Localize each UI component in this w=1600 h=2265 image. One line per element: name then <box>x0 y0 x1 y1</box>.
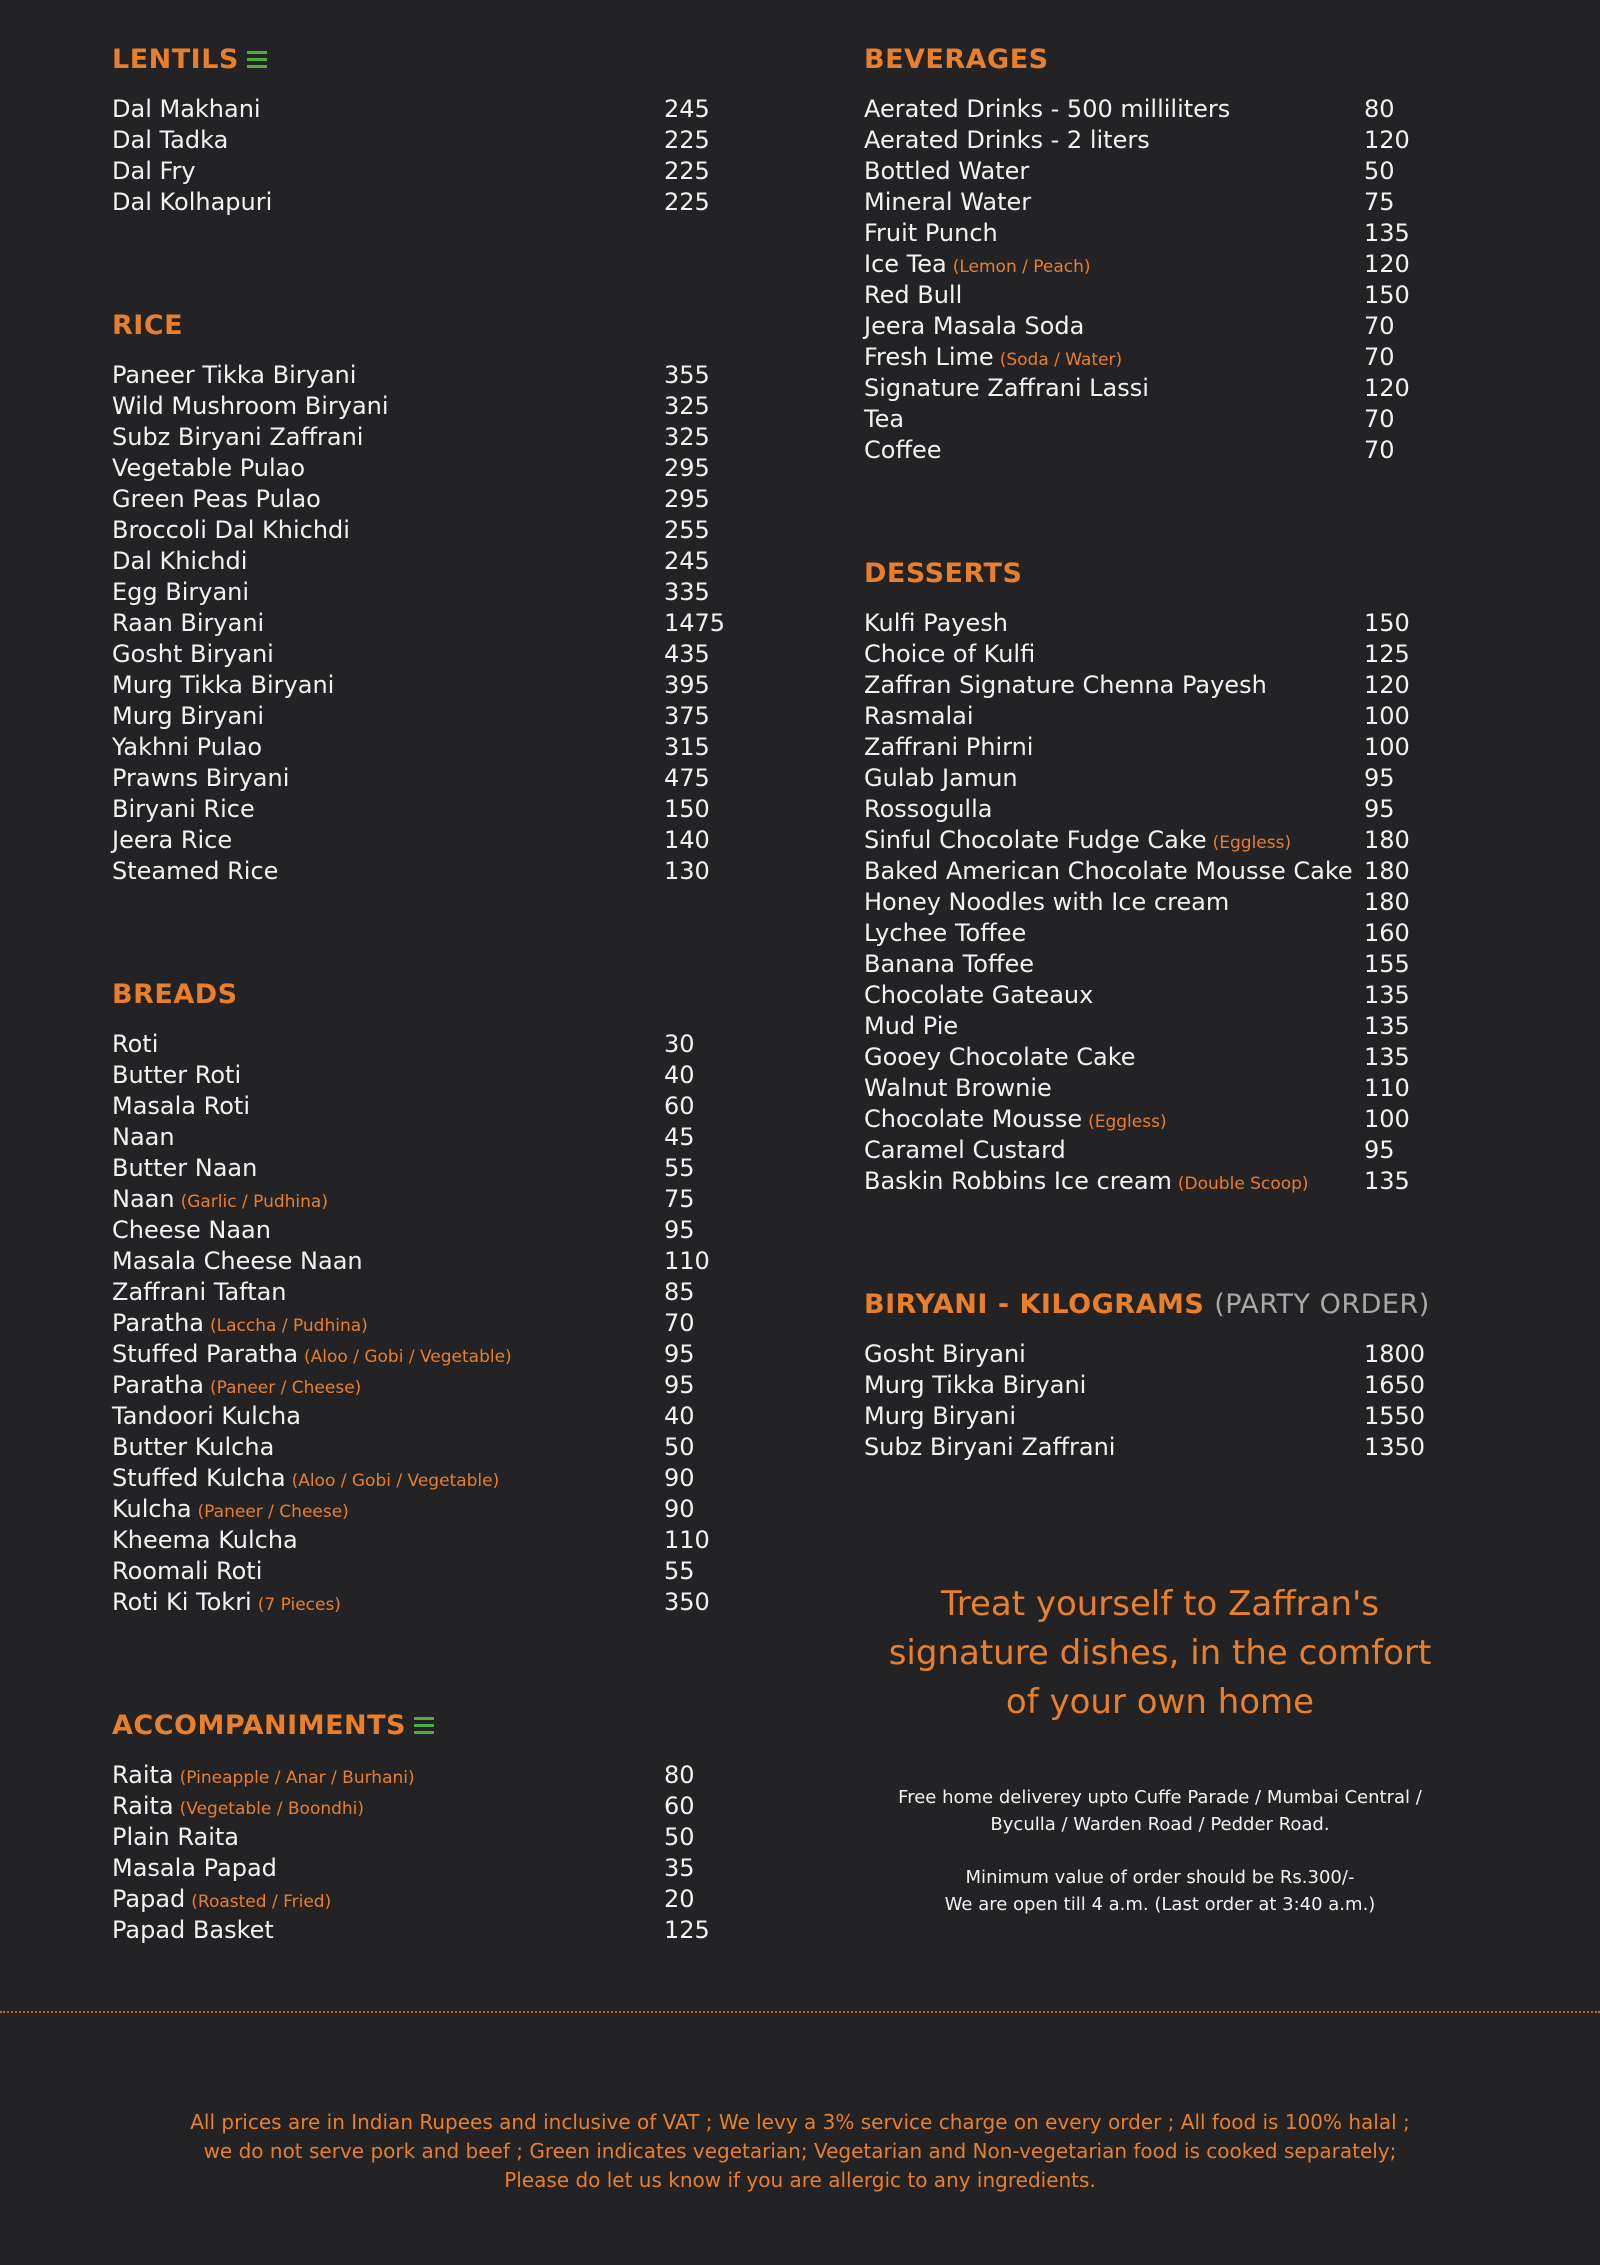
item-note: (Paneer / Cheese) <box>210 1378 362 1398</box>
item-name: Coffee <box>864 436 942 464</box>
section-title: LENTILS <box>112 44 239 75</box>
item-price: 70 <box>1364 405 1395 433</box>
item-price: 40 <box>664 1402 695 1430</box>
menu-item <box>112 1556 732 1587</box>
menu-item <box>112 763 732 794</box>
menu-item <box>112 1339 732 1370</box>
menu-item <box>112 391 732 422</box>
item-price: 180 <box>1364 857 1410 885</box>
item-name: Subz Biryani Zaffrani <box>112 423 364 451</box>
item-name: Vegetable Pulao <box>112 454 306 482</box>
menu-item <box>864 373 1484 404</box>
menu-item <box>112 187 732 218</box>
item-name: Roti Ki Tokri <box>112 1588 252 1616</box>
item-price: 315 <box>664 733 710 761</box>
section-heading <box>112 306 732 346</box>
menu-item <box>112 1791 732 1822</box>
menu-item <box>112 1494 732 1525</box>
item-name: Wild Mushroom Biryani <box>112 392 389 420</box>
item-price: 135 <box>1364 219 1410 247</box>
item-price: 155 <box>1364 950 1410 978</box>
item-name: Gooey Chocolate Cake <box>864 1043 1136 1071</box>
item-price: 70 <box>1364 312 1395 340</box>
section-title: BEVERAGES <box>864 44 1049 75</box>
veg-indicator-icon <box>247 51 267 69</box>
item-name: Fresh Lime <box>864 343 994 371</box>
item-note: (Paneer / Cheese) <box>197 1502 349 1522</box>
item-name: Paneer Tikka Biryani <box>112 361 357 389</box>
menu-item <box>112 1760 732 1791</box>
item-note: (7 Pieces) <box>257 1595 341 1615</box>
spacer <box>840 1838 1480 1864</box>
menu-item <box>112 515 732 546</box>
menu-item <box>864 1339 1484 1370</box>
item-name: Mud Pie <box>864 1012 959 1040</box>
menu-item <box>112 1587 732 1618</box>
item-name: Rossogulla <box>864 795 993 823</box>
item-price: 245 <box>664 95 710 123</box>
item-name: Baked American Chocolate Mousse Cake <box>864 857 1353 885</box>
item-price: 50 <box>664 1823 695 1851</box>
item-note: (Eggless) <box>1212 833 1292 853</box>
item-name: Raita <box>112 1761 174 1789</box>
item-name: Kulcha <box>112 1495 192 1523</box>
item-price: 50 <box>1364 157 1395 185</box>
footer-divider <box>0 2011 1600 2013</box>
section-rice <box>112 306 732 887</box>
item-price: 95 <box>1364 764 1395 792</box>
menu-item <box>112 1308 732 1339</box>
menu-item <box>112 732 732 763</box>
menu-item <box>112 484 732 515</box>
menu-item <box>112 1401 732 1432</box>
item-price: 225 <box>664 157 710 185</box>
item-price: 140 <box>664 826 710 854</box>
footer-line: Please do let us know if you are allergic to any ingredients. <box>504 2168 1096 2192</box>
item-name: Bottled Water <box>864 157 1030 185</box>
item-name: Mineral Water <box>864 188 1032 216</box>
item-price: 120 <box>1364 126 1410 154</box>
promo-line: Treat yourself to Zaffran's <box>940 1584 1380 1624</box>
item-price: 295 <box>664 485 710 513</box>
section-breads <box>112 975 732 1618</box>
menu-item <box>864 156 1484 187</box>
item-price: 180 <box>1364 888 1410 916</box>
menu-item <box>112 360 732 391</box>
menu-item <box>864 1042 1484 1073</box>
menu-item <box>112 1822 732 1853</box>
item-name: Raita <box>112 1792 174 1820</box>
order-minimum: Minimum value of order should be Rs.300/- <box>965 1867 1355 1888</box>
item-note: (Roasted / Fried) <box>191 1892 332 1912</box>
menu-item <box>112 1184 732 1215</box>
item-price: 120 <box>1364 374 1410 402</box>
item-price: 45 <box>664 1123 695 1151</box>
item-name: Butter Roti <box>112 1061 242 1089</box>
menu-item <box>864 825 1484 856</box>
footer-line: All prices are in Indian Rupees and inclusive of VAT ; We levy a 3% service charge on every order ; All food is 100% halal ; <box>190 2110 1410 2134</box>
section-title: BIRYANI - KILOGRAMS <box>864 1289 1205 1320</box>
menu-item <box>112 1060 732 1091</box>
menu-item <box>112 94 732 125</box>
menu-item <box>112 856 732 887</box>
item-name: Yakhni Pulao <box>112 733 262 761</box>
menu-item <box>864 980 1484 1011</box>
menu-item <box>864 1011 1484 1042</box>
item-name: Jeera Rice <box>112 826 233 854</box>
item-name: Roti <box>112 1030 159 1058</box>
menu-item <box>864 732 1484 763</box>
item-name: Honey Noodles with Ice cream <box>864 888 1230 916</box>
item-price: 245 <box>664 547 710 575</box>
section-title: ACCOMPANIMENTS <box>112 1710 406 1741</box>
menu-item <box>112 1215 732 1246</box>
delivery-line: Free home deliverey upto Cuffe Parade / Mumbai Central / <box>898 1787 1422 1808</box>
item-price: 55 <box>664 1154 695 1182</box>
menu-item <box>112 422 732 453</box>
menu-item <box>864 608 1484 639</box>
item-price: 40 <box>664 1061 695 1089</box>
menu-column-left <box>112 40 732 2034</box>
item-note: (Aloo / Gobi / Vegetable) <box>304 1347 512 1367</box>
menu-item <box>864 1370 1484 1401</box>
item-name: Fruit Punch <box>864 219 998 247</box>
item-price: 50 <box>664 1433 695 1461</box>
item-note: (Aloo / Gobi / Vegetable) <box>291 1471 500 1491</box>
item-name: Paratha <box>112 1309 205 1337</box>
menu-item <box>112 577 732 608</box>
item-price: 20 <box>664 1885 695 1913</box>
item-name: Raan Biryani <box>112 609 265 637</box>
section-lentils <box>112 40 732 218</box>
item-name: Gosht Biryani <box>112 640 274 668</box>
section-title-note: (PARTY ORDER) <box>1214 1289 1430 1320</box>
item-price: 150 <box>1364 609 1410 637</box>
menu-item <box>864 670 1484 701</box>
menu-item <box>864 218 1484 249</box>
item-price: 1350 <box>1364 1433 1426 1461</box>
item-price: 135 <box>1364 1012 1410 1040</box>
menu-item <box>864 701 1484 732</box>
item-price: 350 <box>664 1588 710 1616</box>
menu-item <box>864 435 1484 466</box>
menu-item <box>864 125 1484 156</box>
item-note: (Eggless) <box>1088 1112 1167 1132</box>
menu-item <box>864 311 1484 342</box>
menu-item <box>112 1277 732 1308</box>
item-price: 100 <box>1364 733 1410 761</box>
menu-item <box>864 887 1484 918</box>
item-name: Zaffrani Taftan <box>112 1278 287 1306</box>
menu-item <box>112 1432 732 1463</box>
menu-item <box>864 949 1484 980</box>
item-price: 35 <box>664 1854 695 1882</box>
menu-item <box>112 1525 732 1556</box>
item-price: 125 <box>664 1916 710 1944</box>
item-price: 295 <box>664 454 710 482</box>
item-name: Dal Kolhapuri <box>112 188 273 216</box>
item-name: Banana Toffee <box>864 950 1034 978</box>
menu-item <box>112 1091 732 1122</box>
menu-item <box>864 1166 1484 1197</box>
section-heading <box>864 554 1484 594</box>
item-price: 160 <box>1364 919 1410 947</box>
section-heading <box>112 40 732 80</box>
opening-hours: We are open till 4 a.m. (Last order at 3:40 a.m.) <box>944 1894 1376 1915</box>
menu-item <box>864 94 1484 125</box>
item-name: Gosht Biryani <box>864 1340 1026 1368</box>
menu-item <box>112 1029 732 1060</box>
item-price: 95 <box>1364 1136 1395 1164</box>
menu-item <box>112 1853 732 1884</box>
item-price: 100 <box>1364 1105 1410 1133</box>
item-name: Papad Basket <box>112 1916 274 1944</box>
menu-item <box>112 794 732 825</box>
menu-item <box>112 156 732 187</box>
section-desserts <box>864 554 1484 1197</box>
veg-indicator-icon <box>414 1717 434 1735</box>
item-price: 110 <box>664 1247 710 1275</box>
item-price: 90 <box>664 1464 695 1492</box>
menu-item <box>864 342 1484 373</box>
section-accompaniments <box>112 1706 732 1946</box>
menu-item <box>112 701 732 732</box>
item-name: Masala Papad <box>112 1854 277 1882</box>
menu-item <box>112 608 732 639</box>
item-price: 95 <box>664 1340 695 1368</box>
item-name: Red Bull <box>864 281 963 309</box>
item-name: Paratha <box>112 1371 205 1399</box>
item-note: (Laccha / Pudhina) <box>210 1316 368 1336</box>
menu-item <box>864 918 1484 949</box>
item-price: 70 <box>664 1309 695 1337</box>
item-name: Aerated Drinks - 500 milliliters <box>864 95 1231 123</box>
item-price: 150 <box>664 795 710 823</box>
item-name: Kheema Kulcha <box>112 1526 298 1554</box>
item-name: Dal Fry <box>112 157 196 185</box>
menu-item <box>112 1122 732 1153</box>
item-price: 395 <box>664 671 710 699</box>
item-price: 85 <box>664 1278 695 1306</box>
menu-item <box>112 453 732 484</box>
item-note: (Lemon / Peach) <box>952 257 1091 277</box>
item-note: (Pineapple / Anar / Burhani) <box>179 1768 415 1788</box>
item-name: Dal Tadka <box>112 126 229 154</box>
menu-item <box>112 546 732 577</box>
item-name: Aerated Drinks - 2 liters <box>864 126 1150 154</box>
item-name: Stuffed Paratha <box>112 1340 299 1368</box>
item-name: Tea <box>864 405 905 433</box>
item-price: 95 <box>664 1371 695 1399</box>
item-price: 375 <box>664 702 710 730</box>
item-price: 60 <box>664 1792 695 1820</box>
item-name: Masala Cheese Naan <box>112 1247 363 1275</box>
item-price: 30 <box>664 1030 695 1058</box>
item-name: Egg Biryani <box>112 578 250 606</box>
item-name: Chocolate Mousse <box>864 1105 1083 1133</box>
item-price: 120 <box>1364 250 1410 278</box>
item-price: 125 <box>1364 640 1410 668</box>
item-name: Plain Raita <box>112 1823 239 1851</box>
menu-item <box>864 249 1484 280</box>
item-price: 70 <box>1364 343 1395 371</box>
item-name: Naan <box>112 1185 175 1213</box>
menu-item <box>112 670 732 701</box>
item-price: 225 <box>664 188 710 216</box>
item-note: (Soda / Water) <box>999 350 1123 370</box>
footer-notes <box>60 2108 1540 2195</box>
section-title: DESSERTS <box>864 558 1023 589</box>
section-biryani-kilograms <box>864 1285 1484 1463</box>
item-name: Broccoli Dal Khichdi <box>112 516 350 544</box>
menu-item <box>112 1884 732 1915</box>
menu-item <box>864 404 1484 435</box>
item-name: Roomali Roti <box>112 1557 263 1585</box>
item-name: Steamed Rice <box>112 857 279 885</box>
section-heading <box>864 1285 1484 1325</box>
menu-column-right <box>864 40 1484 1551</box>
item-price: 135 <box>1364 981 1410 1009</box>
item-price: 255 <box>664 516 710 544</box>
item-name: Murg Tikka Biryani <box>112 671 335 699</box>
item-name: Dal Khichdi <box>112 547 248 575</box>
item-price: 135 <box>1364 1043 1410 1071</box>
item-name: Lychee Toffee <box>864 919 1027 947</box>
item-name: Choice of Kulfi <box>864 640 1036 668</box>
menu-item <box>112 1915 732 1946</box>
item-note: (Vegetable / Boondhi) <box>179 1799 365 1819</box>
promo-line: signature dishes, in the comfort <box>888 1633 1432 1673</box>
section-title: BREADS <box>112 979 238 1010</box>
menu-item <box>864 1135 1484 1166</box>
menu-item <box>864 763 1484 794</box>
item-price: 95 <box>664 1216 695 1244</box>
menu-item <box>864 1401 1484 1432</box>
item-name: Walnut Brownie <box>864 1074 1052 1102</box>
item-price: 100 <box>1364 702 1410 730</box>
item-price: 1650 <box>1364 1371 1426 1399</box>
item-price: 60 <box>664 1092 695 1120</box>
menu-item <box>112 639 732 670</box>
item-name: Cheese Naan <box>112 1216 271 1244</box>
menu-item <box>864 856 1484 887</box>
item-name: Green Peas Pulao <box>112 485 321 513</box>
section-heading <box>112 1706 732 1746</box>
item-price: 1475 <box>664 609 726 637</box>
footer-line: we do not serve pork and beef ; Green indicates vegetarian; Vegetarian and Non-vegetarian food is cooked separately; <box>203 2139 1397 2163</box>
menu-item <box>112 1153 732 1184</box>
item-price: 80 <box>664 1761 695 1789</box>
item-price: 325 <box>664 423 710 451</box>
menu-item <box>864 280 1484 311</box>
item-name: Ice Tea <box>864 250 947 278</box>
item-note: (Double Scoop) <box>1177 1174 1309 1194</box>
item-name: Biryani Rice <box>112 795 255 823</box>
item-name: Papad <box>112 1885 186 1913</box>
menu-item <box>112 1370 732 1401</box>
menu-item <box>864 639 1484 670</box>
menu-item <box>112 1463 732 1494</box>
menu-item <box>112 1246 732 1277</box>
menu-item <box>112 125 732 156</box>
item-name: Subz Biryani Zaffrani <box>864 1433 1116 1461</box>
item-name: Butter Naan <box>112 1154 258 1182</box>
item-price: 55 <box>664 1557 695 1585</box>
item-name: Kulfi Payesh <box>864 609 1008 637</box>
item-price: 70 <box>1364 436 1395 464</box>
menu-item <box>864 1432 1484 1463</box>
item-name: Zaffran Signature Chenna Payesh <box>864 671 1267 699</box>
item-price: 135 <box>1364 1167 1410 1195</box>
item-price: 1550 <box>1364 1402 1426 1430</box>
item-price: 1800 <box>1364 1340 1426 1368</box>
item-price: 130 <box>664 857 710 885</box>
item-name: Jeera Masala Soda <box>864 312 1085 340</box>
menu-item <box>112 825 732 856</box>
item-price: 110 <box>1364 1074 1410 1102</box>
item-name: Signature Zaffrani Lassi <box>864 374 1149 402</box>
item-price: 75 <box>664 1185 695 1213</box>
item-name: Murg Tikka Biryani <box>864 1371 1087 1399</box>
item-price: 90 <box>664 1495 695 1523</box>
menu-item <box>864 1073 1484 1104</box>
item-price: 120 <box>1364 671 1410 699</box>
item-price: 335 <box>664 578 710 606</box>
delivery-line: Byculla / Warden Road / Pedder Road. <box>990 1814 1330 1835</box>
item-price: 150 <box>1364 281 1410 309</box>
promo-text <box>840 1580 1480 1727</box>
delivery-info <box>840 1784 1480 1918</box>
section-title: RICE <box>112 310 184 341</box>
item-price: 475 <box>664 764 710 792</box>
section-beverages <box>864 40 1484 466</box>
section-heading <box>112 975 732 1015</box>
item-name: Prawns Biryani <box>112 764 290 792</box>
item-price: 80 <box>1364 95 1395 123</box>
item-price: 75 <box>1364 188 1395 216</box>
menu-item <box>864 1104 1484 1135</box>
item-note: (Garlic / Pudhina) <box>180 1192 328 1212</box>
item-price: 355 <box>664 361 710 389</box>
menu-item <box>864 187 1484 218</box>
item-name: Caramel Custard <box>864 1136 1066 1164</box>
item-price: 325 <box>664 392 710 420</box>
item-price: 180 <box>1364 826 1410 854</box>
item-name: Naan <box>112 1123 175 1151</box>
item-name: Murg Biryani <box>112 702 265 730</box>
item-name: Masala Roti <box>112 1092 250 1120</box>
item-name: Stuffed Kulcha <box>112 1464 286 1492</box>
item-name: Rasmalai <box>864 702 974 730</box>
item-name: Chocolate Gateaux <box>864 981 1094 1009</box>
promo-line: of your own home <box>1005 1682 1315 1722</box>
item-name: Butter Kulcha <box>112 1433 275 1461</box>
item-name: Baskin Robbins Ice cream <box>864 1167 1172 1195</box>
item-name: Gulab Jamun <box>864 764 1018 792</box>
menu-item <box>864 794 1484 825</box>
item-price: 95 <box>1364 795 1395 823</box>
item-name: Murg Biryani <box>864 1402 1017 1430</box>
item-name: Zaffrani Phirni <box>864 733 1034 761</box>
item-name: Dal Makhani <box>112 95 261 123</box>
item-price: 110 <box>664 1526 710 1554</box>
section-heading <box>864 40 1484 80</box>
item-price: 225 <box>664 126 710 154</box>
item-name: Tandoori Kulcha <box>112 1402 301 1430</box>
item-price: 435 <box>664 640 710 668</box>
item-name: Sinful Chocolate Fudge Cake <box>864 826 1207 854</box>
